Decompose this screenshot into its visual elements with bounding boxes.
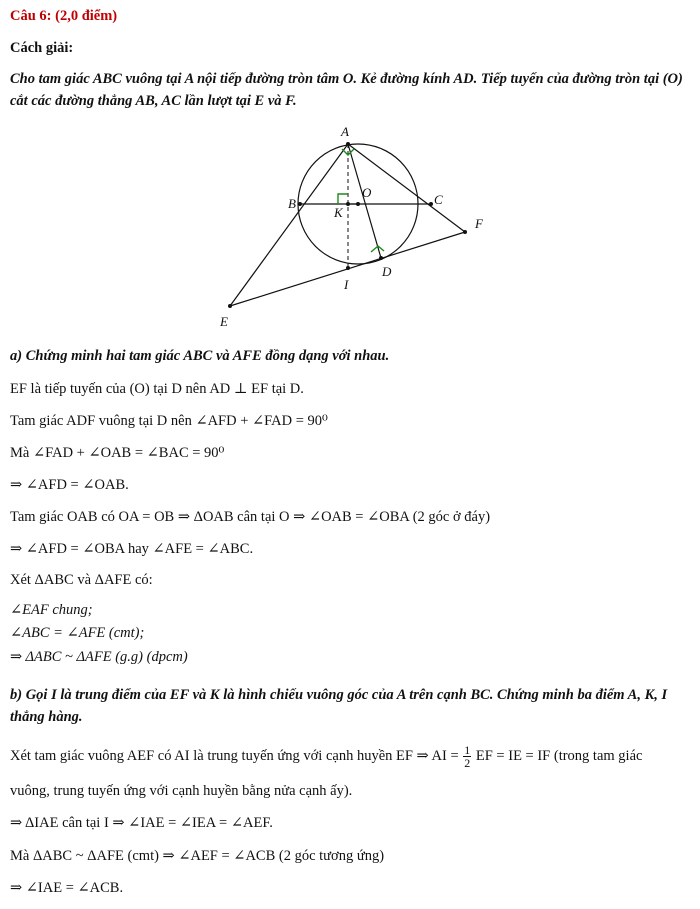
fraction-denominator: 2 xyxy=(464,756,471,770)
part-b-line-5: ⇒ ∠IAE = ∠ACB. xyxy=(10,880,124,896)
part-a-line-8: ∠EAF chung; xyxy=(10,602,93,618)
diameter-ad xyxy=(348,144,381,258)
part-b-line-1-post: EF = IE = IF (trong tam giác xyxy=(475,747,643,764)
fraction-numerator: 1 xyxy=(464,743,471,757)
part-a-line-5: Tam giác OAB có OA = OB ⇒ ΔOAB cân tại O ⇒ ∠OAB = ∠OBA (2 góc ở đáy) xyxy=(10,509,491,525)
label-a: A xyxy=(341,124,349,139)
part-a-title: a) Chứng minh hai tam giác ABC và AFE đồng dạng với nhau. xyxy=(10,348,390,364)
part-b-line-1-pre: Xét tam giác vuông AEF có AI là trung tuyến ứng với cạnh huyền EF ⇒ AI = xyxy=(10,747,459,764)
part-a-line-7: Xét ΔABC và ΔAFE có: xyxy=(10,572,153,588)
method-heading: Cách giải: xyxy=(10,40,74,56)
part-a-line-3: Mà ∠FAD + ∠OAB = ∠BAC = 90⁰ xyxy=(10,445,225,461)
part-b-line-4: Mà ΔABC ~ ΔAFE (cmt) ⇒ ∠AEF = ∠ACB (2 góc tương ứng) xyxy=(10,848,385,864)
part-a-line-2: Tam giác ADF vuông tại D nên ∠AFD + ∠FAD = 90⁰ xyxy=(10,413,328,429)
right-angle-d xyxy=(371,246,384,252)
question-heading: Câu 6: (2,0 điểm) xyxy=(10,8,118,24)
part-a-line-10: ⇒ ΔABC ~ ΔAFE (g.g) (dpcm) xyxy=(10,649,188,665)
half-fraction xyxy=(463,744,471,769)
line-ae xyxy=(230,144,348,306)
part-a-line-1: EF là tiếp tuyến của (O) tại D nên AD ⊥ EF tại D. xyxy=(10,381,304,397)
part-b-line-3: ⇒ ΔIAE cân tại I ⇒ ∠IAE = ∠IEA = ∠AEF. xyxy=(10,815,273,831)
part-a-line-4: ⇒ ∠AFD = ∠OAB. xyxy=(10,477,129,493)
right-angle-k xyxy=(338,194,348,204)
part-b-line-2: vuông, trung tuyến ứng với cạnh huyền bằng nửa cạnh ấy). xyxy=(10,783,353,799)
label-k: K xyxy=(334,205,343,220)
label-c: C xyxy=(434,192,443,207)
geometry-figure xyxy=(210,118,500,338)
label-o: O xyxy=(362,185,372,200)
label-i: I xyxy=(344,277,349,292)
label-b: B xyxy=(288,196,296,211)
part-a-line-6: ⇒ ∠AFD = ∠OBA hay ∠AFE = ∠ABC. xyxy=(10,541,254,557)
problem-statement: Cho tam giác ABC vuông tại A nội tiếp đường tròn tâm O. Kẻ đường kính AD. Tiếp tuyến của đường tròn tại (O) cắt các đường thẳng AB, AC lần lượt tại E và F. xyxy=(10,71,683,109)
label-d: D xyxy=(382,264,392,279)
part-b-line-1 xyxy=(10,744,692,769)
part-a-line-9: ∠ABC = ∠AFE (cmt); xyxy=(10,625,145,641)
part-b-title: b) Gọi I là trung điểm của EF và K là hình chiếu vuông góc của A trên cạnh BC. Chứng minh ba điểm A, K, I thẳng hàng. xyxy=(10,687,668,725)
label-e: E xyxy=(220,314,228,329)
label-f: F xyxy=(475,216,483,231)
